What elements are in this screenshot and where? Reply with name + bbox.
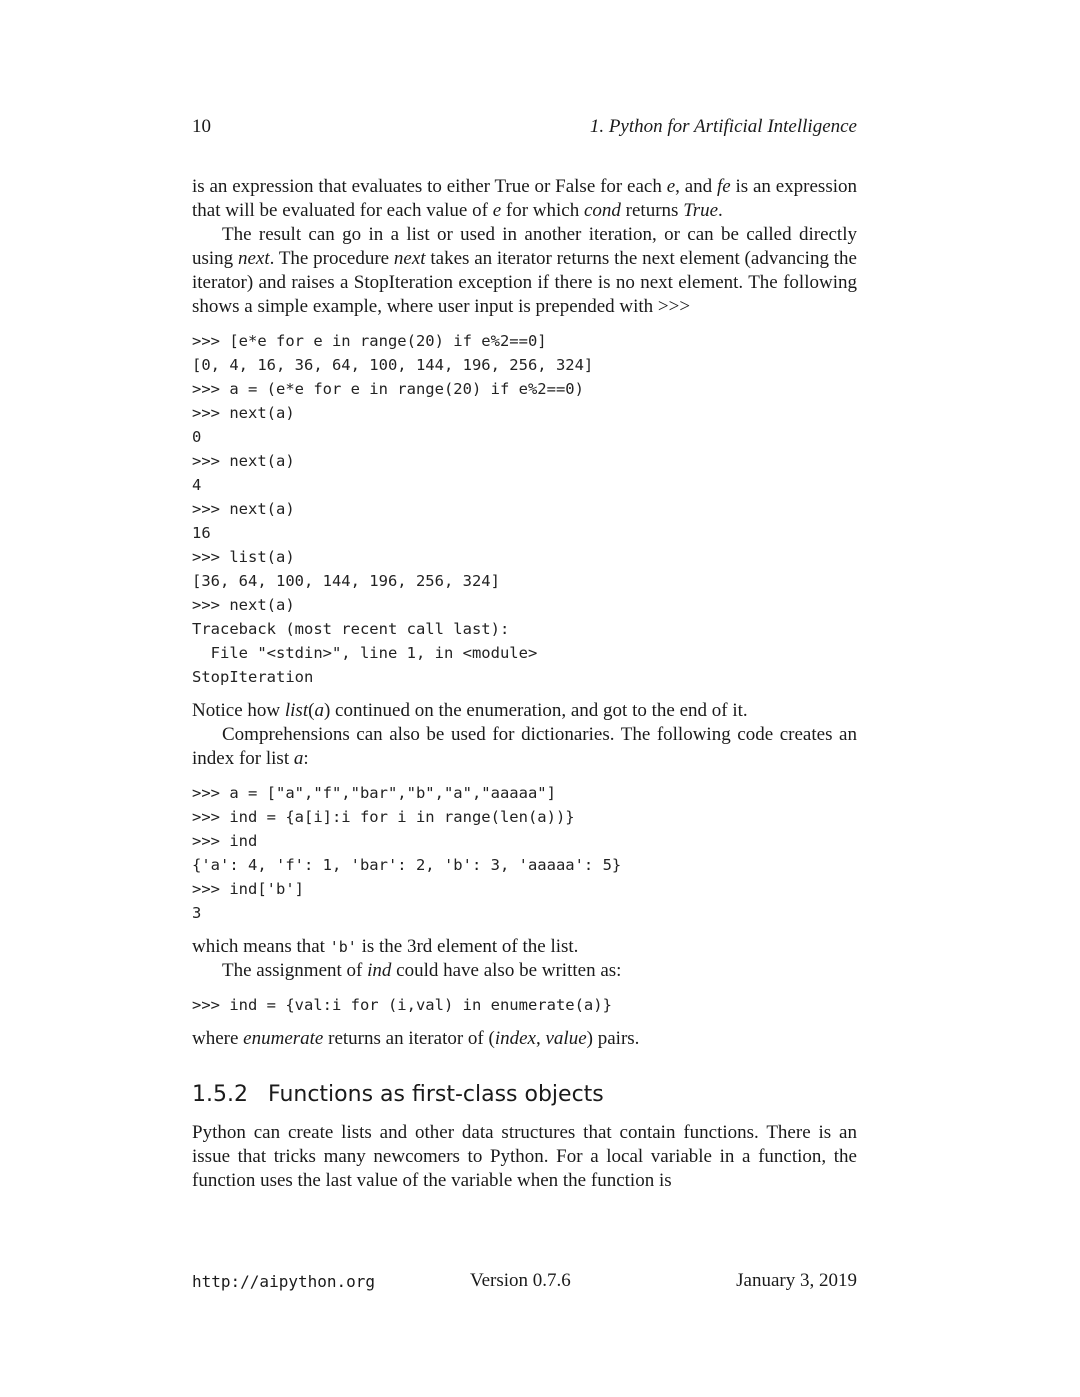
footer-date: January 3, 2019: [736, 1270, 857, 1291]
chapter-title: 1. Python for Artificial Intelligence: [589, 116, 857, 137]
section-heading: [192, 1081, 857, 1109]
section-number: 1.5.2: [192, 1082, 248, 1107]
paragraph: The result can go in a list or used in another iteration, or can be called directly using next. The procedure next takes an iterator returns the next element (advancing the iterator) and raises a StopIteration exception if there is no next element. The following shows a simple example, where user input is prepended with >>>: [192, 224, 857, 317]
paragraph: Comprehensions can also be used for dictionaries. The following code creates an index for list a:: [192, 724, 857, 769]
code-block: >>> [e*e for e in range(20) if e%2==0] [0, 4, 16, 36, 64, 100, 144, 196, 256, 324] >>> a = (e*e for e in range(20) if e%2==0) >>> next(a) 0 >>> next(a) 4 >>> next(a) 16 >>> list(a) [36, 64, 100, 144, 196, 256, 324] >>> next(a) Traceback (most recent call last): File "<stdin>", line 1, in <module> StopIteration: [192, 332, 594, 686]
paragraph: is an expression that evaluates to either True or False for each e, and fe is an expression that will be evaluated for each value of e for which cond returns True.: [192, 176, 858, 221]
code-block: >>> ind = {val:i for (i,val) in enumerate(a)}: [192, 996, 612, 1014]
footer-version: Version 0.7.6: [470, 1270, 571, 1291]
paragraph: The assignment of ind could have also be written as:: [222, 960, 622, 981]
section-title: Functions as first-class objects: [268, 1082, 604, 1107]
paragraph: Notice how list(a) continued on the enumeration, and got to the end of it.: [192, 700, 748, 721]
code-block: >>> a = ["a","f","bar","b","a","aaaaa"] >>> ind = {a[i]:i for i in range(len(a))} >>> ind {'a': 4, 'f': 1, 'bar': 2, 'b': 3, 'aaaaa': 5} >>> ind['b'] 3: [192, 784, 622, 922]
paragraph: Python can create lists and other data structures that contain functions. There is an issue that tricks many newcomers to Python. For a local variable in a function, the function uses the last value of the variable when the function is: [192, 1122, 857, 1191]
paragraph: which means that 'b' is the 3rd element of the list.: [192, 936, 579, 957]
footer-url: http://aipython.org: [192, 1272, 376, 1291]
paragraph: where enumerate returns an iterator of (index, value) pairs.: [192, 1028, 640, 1049]
page-number: 10: [192, 116, 211, 137]
page-body: [192, 175, 857, 1193]
